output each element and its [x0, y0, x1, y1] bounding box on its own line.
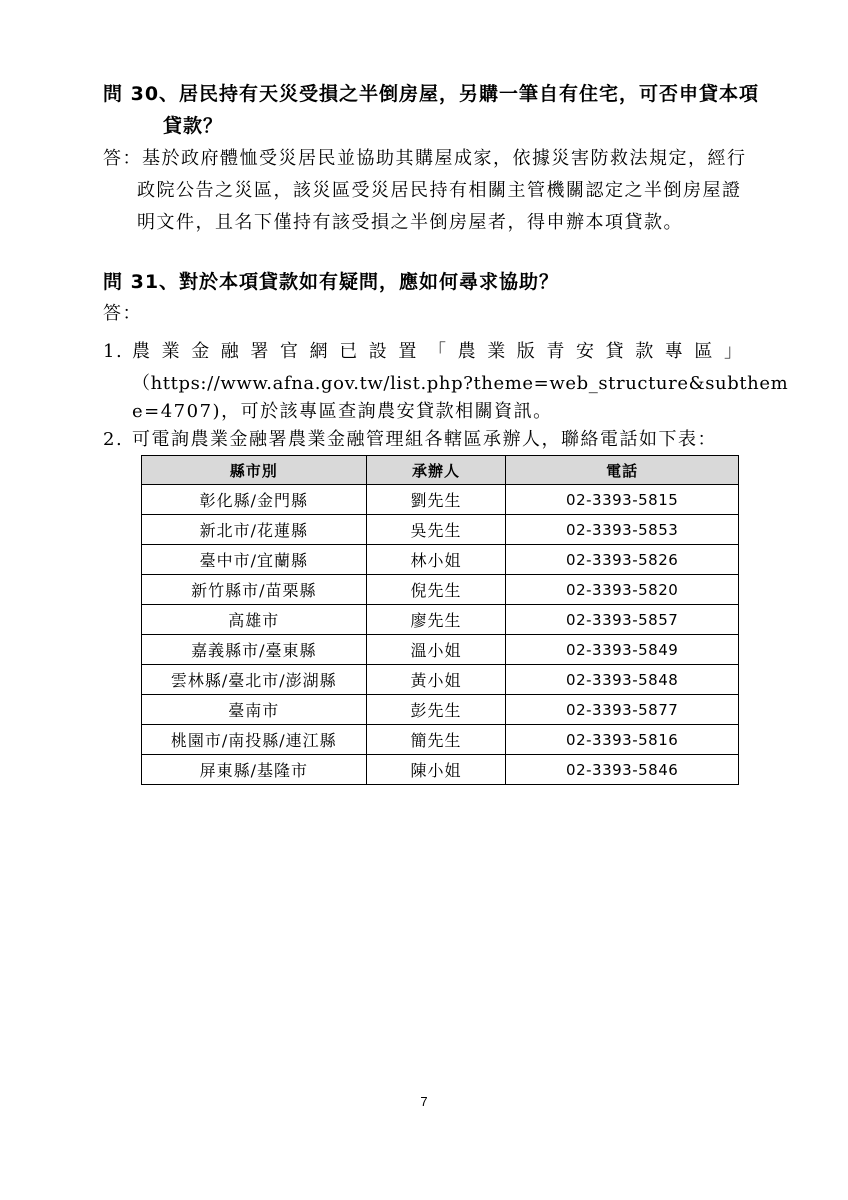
region-cell: 新北市/花蓮縣	[142, 515, 367, 545]
header-contact-person: 承辦人	[366, 456, 506, 485]
list-item-1-url-line: （https://www.afna.gov.tw/list.php?theme=web_structure&subthem	[132, 373, 789, 394]
list-item-1-line-1: 農業金融署官網已設置「農業版青安貸款專區」	[132, 341, 754, 362]
phone-cell: 02-3393-5853	[506, 515, 739, 545]
table-row	[142, 695, 739, 725]
question-30-title: 問 30、居民持有天災受損之半倒房屋，另購一筆自有住宅，可否申貸本項	[103, 83, 760, 105]
answer-31-label: 答：	[103, 303, 142, 324]
phone-cell: 02-3393-5826	[506, 545, 739, 575]
table-row	[142, 485, 739, 515]
question-30-title-continued: 貸款？	[163, 115, 224, 137]
region-cell: 彰化縣/金門縣	[142, 485, 367, 515]
header-phone: 電話	[506, 456, 739, 485]
answer-30-line-1: 答：基於政府體恤受災居民並協助其購屋成家，依據災害防救法規定，經行	[103, 148, 747, 169]
region-cell: 臺南市	[142, 695, 367, 725]
contact-cell: 黃小姐	[366, 665, 506, 695]
table-row	[142, 635, 739, 665]
phone-cell: 02-3393-5815	[506, 485, 739, 515]
region-cell: 桃園市/南投縣/連江縣	[142, 725, 367, 755]
contact-cell: 劉先生	[366, 485, 506, 515]
phone-cell: 02-3393-5849	[506, 635, 739, 665]
list-item-1-line-3: e=4707)，可於該專區查詢農安貸款相關資訊。	[132, 401, 553, 422]
table-row	[142, 545, 739, 575]
phone-cell: 02-3393-5846	[506, 755, 739, 785]
answer-30-line-3: 明文件，且名下僅持有該受損之半倒房屋者，得申辦本項貸款。	[137, 212, 683, 233]
table-row	[142, 575, 739, 605]
phone-cell: 02-3393-5848	[506, 665, 739, 695]
region-cell: 高雄市	[142, 605, 367, 635]
list-item-1-number: 1.	[103, 341, 124, 362]
list-item-2-number: 2.	[103, 429, 124, 450]
header-region: 縣市別	[142, 456, 367, 485]
phone-cell: 02-3393-5857	[506, 605, 739, 635]
contact-cell: 林小姐	[366, 545, 506, 575]
region-cell: 新竹縣市/苗栗縣	[142, 575, 367, 605]
table-header-row	[142, 456, 739, 485]
contact-cell: 倪先生	[366, 575, 506, 605]
answer-30-line-2: 政院公告之災區，該災區受災居民持有相關主管機關認定之半倒房屋證	[137, 180, 742, 201]
contact-cell: 溫小姐	[366, 635, 506, 665]
region-cell: 嘉義縣市/臺東縣	[142, 635, 367, 665]
table-row	[142, 755, 739, 785]
page-number: 7	[420, 1094, 428, 1109]
contact-cell: 彭先生	[366, 695, 506, 725]
contact-table	[141, 455, 739, 785]
contact-cell: 吳先生	[366, 515, 506, 545]
region-cell: 屏東縣/基隆市	[142, 755, 367, 785]
table-row	[142, 605, 739, 635]
contact-cell: 陳小姐	[366, 755, 506, 785]
phone-cell: 02-3393-5820	[506, 575, 739, 605]
contact-cell: 簡先生	[366, 725, 506, 755]
question-31-title: 問 31、對於本項貸款如有疑問，應如何尋求協助？	[103, 271, 560, 293]
table-row	[142, 665, 739, 695]
list-item-2-text: 可電詢農業金融署農業金融管理組各轄區承辦人，聯絡電話如下表：	[132, 429, 717, 450]
phone-cell: 02-3393-5816	[506, 725, 739, 755]
phone-cell: 02-3393-5877	[506, 695, 739, 725]
table-row	[142, 725, 739, 755]
table-row	[142, 515, 739, 545]
region-cell: 雲林縣/臺北市/澎湖縣	[142, 665, 367, 695]
contact-cell: 廖先生	[366, 605, 506, 635]
region-cell: 臺中市/宜蘭縣	[142, 545, 367, 575]
